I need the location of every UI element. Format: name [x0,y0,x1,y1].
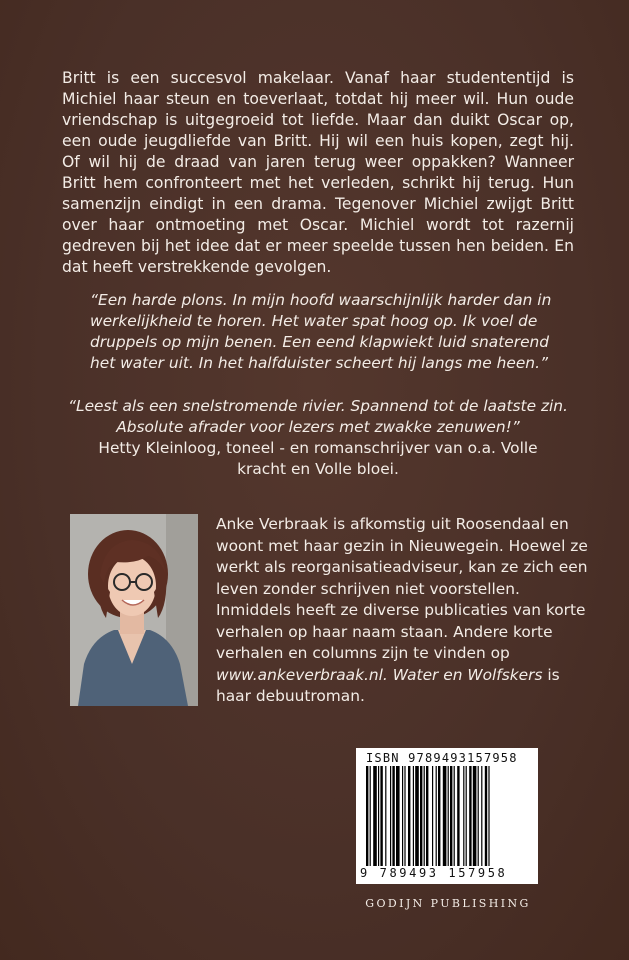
author-bio-text: Anke Verbraak is afkomstig uit Roosendaal en woont met haar gezin in Nieuwegein. Hoewel ze werkt als reorganisatieadviseur, kan ze zich een leven zonder schrijven niet voorstellen. Inmiddels heeft ze diverse publicaties van korte verhalen op haar naam staan. Andere korte verhalen en columns zijn te vinden op [216,515,588,662]
review-quote-line-2: Absolute afrader voor lezers met zwakke zenuwen!” [116,418,520,436]
publisher-name: GODIJN PUBLISHING [365,897,531,910]
review-quote-line-1: “Leest als een snelstromende rivier. Spannend tot de laatste zin. [68,397,568,415]
author-photo [70,514,198,706]
review-block [60,396,576,480]
author-website: www.ankeverbraak.nl. [216,665,388,684]
book-blurb: Britt is een succesvol makelaar. Vanaf haar studententijd is Michiel haar steun en toeverlaat, totdat hij meer wil. Hun oude vriendschap is uitgegroeid tot liefde. Maar dan duikt Oscar op, een oude jeugdliefde van Britt. Hij wil een huis kopen, zegt hij. Of wil hij de draad van jaren terug weer oppakken? Wanneer Britt hem confronteert met het verleden, schrikt hij terug. Hun samenzijn eindigt in een drama. Tegenover Michiel zwijgt Britt over haar ontmoeting met Oscar. Michiel wordt tot razernij gedreven bij het idee dat er meer speelde tussen hen beiden. En dat heeft verstrekkende gevolgen. [62,69,574,276]
excerpt-quote: “Een harde plons. In mijn hoofd waarschijnlijk harder dan in werkelijkheid te horen. Het water spat hoog op. Ik voel de druppels op mijn benen. Een eend klapwiekt luid snaterend het water uit. In het halfduister scheert hij langs me heen.” [90,291,552,372]
book-title: Water en Wolfskers [392,665,543,684]
review-attribution-line-2: kracht en Volle bloei. [237,460,399,478]
isbn-barcode [356,748,538,884]
barcode-bars [366,766,528,866]
author-bio-closing: is haar debuutroman. [216,665,560,705]
isbn-label: ISBN 9789493157958 [366,751,518,765]
review-attribution-line-1: Hetty Kleinloog, toneel - en romanschrijver van o.a. Volle [98,439,538,457]
isbn-digits: 9 789493 157958 [360,866,508,880]
author-bio [216,514,588,708]
